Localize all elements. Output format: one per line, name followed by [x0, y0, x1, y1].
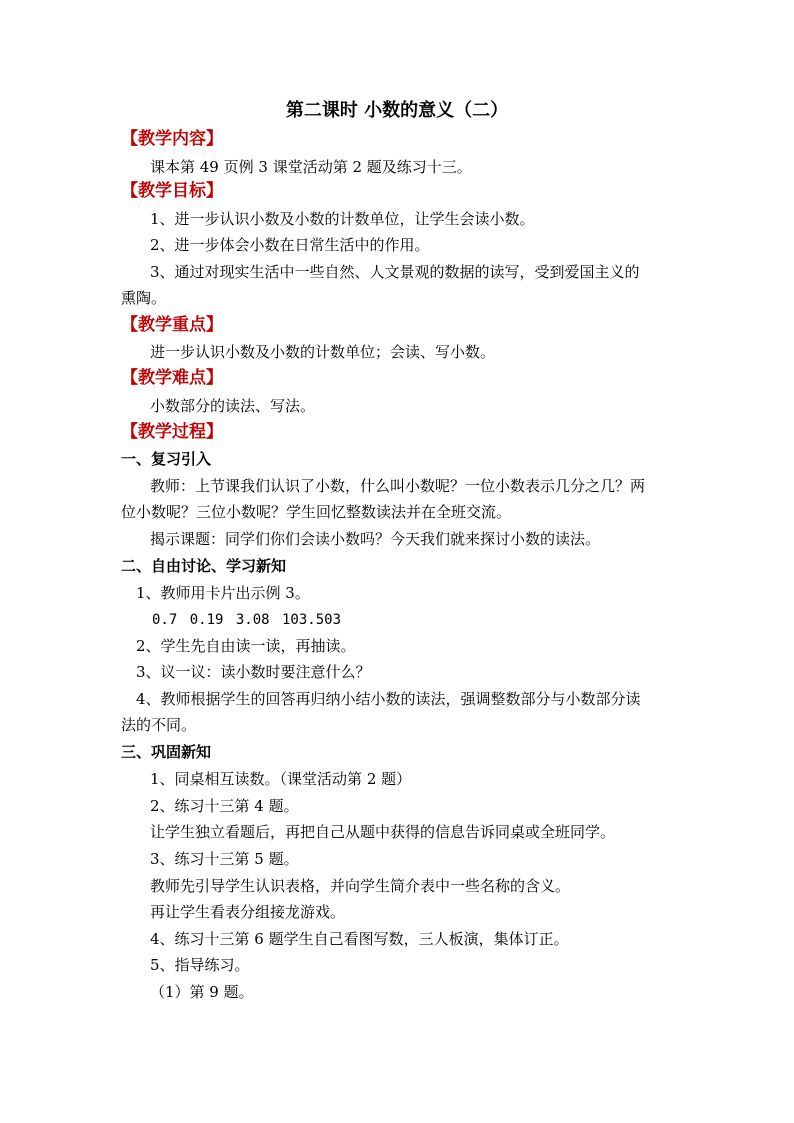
part-3-step-2-detail: 让学生独立看题后，再把自己从题中获得的信息告诉同桌或全班同学。	[150, 823, 616, 841]
part-1-heading: 一、复习引入	[121, 450, 212, 468]
part-3-step-4: 4、练习十三第 6 题学生自己看图写数，三人板演，集体订正。	[150, 930, 569, 948]
part-3-step-3-detail-1: 教师先引导学生认识表格，并向学生简介表中一些名称的含义。	[150, 877, 571, 895]
goal-item-2: 2、进一步体会小数在日常生活中的作用。	[150, 236, 430, 254]
section-heading-content: 【教学内容】	[121, 129, 223, 149]
part-3-step-5: 5、指导练习。	[150, 956, 250, 974]
part-1-paragraph-2: 揭示课题：同学们你们会读小数吗？今天我们就来探讨小数的读法。	[150, 530, 601, 548]
part-2-step-2: 2、学生先自由读一读，再抽读。	[136, 637, 356, 655]
example-numbers: 0.7 0.19 3.08 103.503	[152, 612, 342, 628]
goal-item-3-line-2: 熏陶。	[121, 289, 167, 307]
part-2-step-4-line-2: 法的不同。	[121, 716, 197, 734]
part-2-step-1: 1、教师用卡片出示例 3。	[136, 584, 310, 602]
section-heading-key: 【教学重点】	[121, 315, 223, 335]
goal-item-1: 1、进一步认识小数及小数的计数单位，让学生会读小数。	[150, 210, 535, 228]
section-heading-process: 【教学过程】	[121, 422, 223, 442]
part-3-step-2: 2、练习十三第 4 题。	[150, 797, 299, 815]
part-3-step-3-detail-2: 再让学生看表分组接龙游戏。	[150, 903, 346, 921]
section-heading-goals: 【教学目标】	[121, 181, 223, 201]
part-3-step-5-item-1: （1）第 9 题。	[150, 983, 254, 1001]
part-1-paragraph-1-line-2: 位小数呢？三位小数呢？学生回忆整数读法并在全班交流。	[121, 503, 512, 521]
part-3-step-3: 3、练习十三第 5 题。	[150, 850, 299, 868]
part-2-step-3: 3、议一议：读小数时要注意什么？	[136, 663, 371, 681]
section-heading-difficulty: 【教学难点】	[121, 368, 223, 388]
part-3-step-1: 1、同桌相互读数。（课堂活动第 2 题）	[150, 770, 412, 788]
goal-item-3-line-1: 3、通过对现实生活中一些自然、人文景观的数据的读写，受到爱国主义的	[150, 263, 640, 281]
key-text: 进一步认识小数及小数的计数单位；会读、写小数。	[150, 343, 496, 361]
part-3-heading: 三、巩固新知	[121, 743, 212, 761]
content-text: 课本第 49 页例 3 课堂活动第 2 题及练习十三。	[150, 158, 472, 176]
difficulty-text: 小数部分的读法、写法。	[150, 397, 316, 415]
page-title: 第二课时 小数的意义（二）	[285, 100, 509, 121]
part-2-step-4-line-1: 4、教师根据学生的回答再归纳小结小数的读法，强调整数部分与小数部分读	[136, 690, 641, 708]
part-1-paragraph-1-line-1: 教师：上节课我们认识了小数，什么叫小数呢？一位小数表示几分之几？两	[150, 477, 646, 495]
part-2-heading: 二、自由讨论、学习新知	[121, 557, 287, 575]
